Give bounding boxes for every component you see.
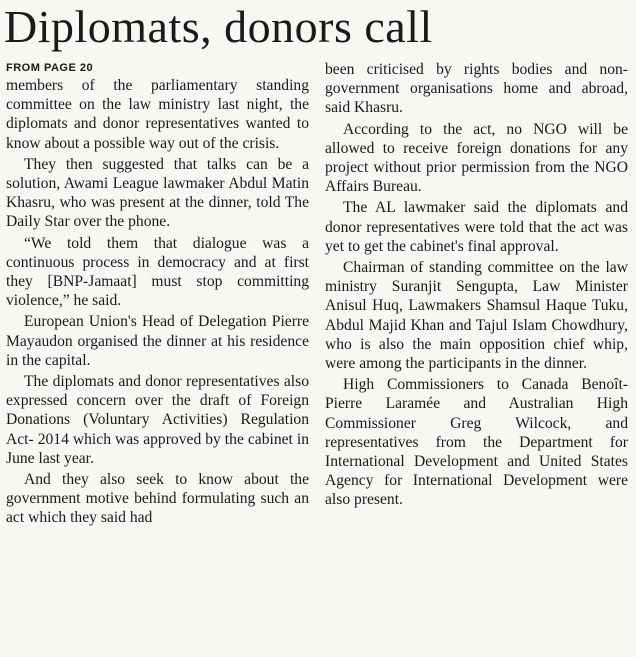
paragraph: been criticised by rights bodies and non-government organisations home and abroad, said Khasru. bbox=[325, 61, 628, 117]
headline: Diplomats, donors call bbox=[4, 1, 433, 52]
paragraph: High Commissioners to Canada Benoît-Pierre Laramée and Australian High Commissioner Greg Wilcock, and representatives from the Department for International Development and United States Agency for International Development were also present. bbox=[325, 376, 628, 509]
paragraph: The diplomats and donor representatives also expressed concern over the draft of Foreign Donations (Voluntary Activities) Regulation Act- 2014 which was approved by the cabinet in June last year. bbox=[6, 373, 309, 467]
paragraph: The AL lawmaker said the diplomats and donor representatives were told that the act was yet to get the cabinet's final approval. bbox=[325, 199, 628, 255]
paragraph: And they also seek to know about the government motive behind formulating such an act which they said had bbox=[6, 471, 309, 527]
paragraph: “We told them that dialogue was a continuous process in democracy and at first they [BNP-Jamaat] must stop committing violence,” he said. bbox=[6, 234, 309, 310]
paragraph: European Union's Head of Delegation Pierre Mayaudon organised the dinner at his residence in the capital. bbox=[6, 313, 309, 369]
paragraph: According to the act, no NGO will be allowed to receive foreign donations for any project without prior permission from the NGO Affairs Bureau. bbox=[325, 120, 628, 196]
paragraph: Chairman of standing committee on the law ministry Suranjit Sengupta, Law Minister Anisul Huq, Lawmakers Shamsul Haque Tuku, Abdul Majid Khan and Tajul Islam Chowdhury, who is also the main opposition chief whip, were among the participants in the dinner. bbox=[325, 259, 628, 373]
jump-line: FROM PAGE 20 bbox=[6, 62, 94, 74]
paragraph: They then suggested that talks can be a solution, Awami League lawmaker Abdul Matin Khasru, who was present at the dinner, told The Daily Star over the phone. bbox=[6, 155, 309, 231]
paragraph: members of the parliamentary standing committee on the law ministry last night, the diplomats and donor representatives wanted to know about a possible way out of the crisis. bbox=[6, 77, 309, 152]
right-column bbox=[325, 60, 628, 657]
left-column bbox=[6, 60, 309, 657]
article-body bbox=[6, 60, 628, 657]
